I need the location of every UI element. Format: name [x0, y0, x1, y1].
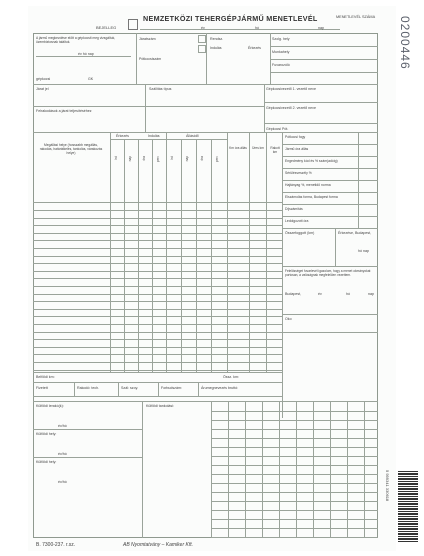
grid-row-line — [33, 233, 282, 234]
sign-ev: év — [318, 292, 322, 296]
grid-subcolumn-label: nap — [185, 156, 189, 162]
form-title: NEMZETKÖZI TEHERGÉPJÁRMŰ MENETLEVÉL — [143, 14, 318, 23]
side-panel-label: Ledolgozott óra — [285, 219, 309, 223]
right-grid-line — [211, 483, 378, 484]
evho-1: év/hó — [58, 424, 67, 428]
grid-row-line — [33, 362, 282, 363]
right-grid-col — [330, 401, 331, 538]
kulfoldi3-label: Külföldi hely: — [36, 432, 57, 436]
issued-box[interactable] — [128, 19, 138, 30]
km-ora-col: Km óra állás — [229, 146, 247, 150]
right-grid-col — [245, 401, 246, 538]
grid-subcolumn-label: perc — [215, 156, 219, 163]
side-panel-label: Sérülésveszély % — [285, 171, 312, 175]
arumegnev-label: Árumegnevezés bruttó: — [201, 386, 239, 390]
grid-row-line — [33, 316, 282, 317]
right-grid-line — [211, 501, 378, 502]
driver1-label: Gépkocsivezető 1. vezető neve — [266, 87, 316, 91]
side-panel-line — [282, 228, 378, 229]
right-grid-line — [211, 492, 378, 493]
grid-row-line — [33, 309, 282, 310]
header-ho: hó — [255, 26, 259, 30]
gepkocsi-label: gépkocsi — [36, 77, 51, 81]
jarat-jel-label: Járat jel — [36, 87, 49, 91]
side-panel-line — [282, 144, 378, 145]
side-panel-divider — [358, 132, 359, 228]
barcode-number: 5 999341 330618 — [385, 470, 390, 502]
erkezes-label: Érkezés — [248, 46, 261, 50]
grid-row-line — [33, 240, 282, 241]
right-grid-line — [211, 510, 378, 511]
rendszam-label: Rendsz. — [210, 37, 224, 41]
jaratszam-label: Járatszám — [139, 37, 156, 41]
grid-row-line — [33, 278, 282, 279]
right-grid-line — [211, 447, 378, 448]
top-date: év hó nap — [78, 52, 94, 56]
header-ev: év — [201, 26, 205, 30]
ossz-km-label: Össz. km: — [223, 375, 239, 379]
grid-row-line — [33, 248, 282, 249]
side-panel-label: Pótkocsi fogy — [285, 135, 306, 139]
right-grid-col — [313, 401, 314, 538]
grid-subcolumn-label: óra — [142, 156, 146, 161]
side-panel-line — [282, 180, 378, 181]
fizetett-label: Fizetett — [36, 386, 48, 390]
grid-row-line — [33, 301, 282, 302]
indulas-label: Indulás — [210, 46, 222, 50]
grid-row-line — [33, 218, 282, 219]
oko-label: Oko — [285, 317, 292, 321]
side-panel-label: Elszámolás forma, Budapest forma — [285, 195, 338, 199]
side-panel-line — [282, 216, 378, 217]
gk-label: GK — [88, 77, 94, 81]
side-panel-label: Engedmény kód és % szám(adóig) — [285, 159, 338, 163]
printer-name: AB Nyomtatvány – Kamiker Kft. — [123, 542, 194, 548]
szallitas-label: Szállítás típus — [149, 87, 172, 91]
side-panel-line — [282, 192, 378, 193]
right-grid-line — [211, 537, 378, 538]
grid-row-line — [33, 339, 282, 340]
form-sheet — [28, 6, 396, 551]
megallo-header: Megállási helye (hosszabb megállás, rakodás, határátkelés, tankolás, várakozás helye) — [39, 143, 103, 155]
szolg-hely-label: Szolg. hely — [272, 37, 290, 41]
sheet-number-label: MENETLEVÉL SZÁMA — [336, 15, 376, 19]
right-grid-line — [211, 519, 378, 520]
sign-nap: nap — [368, 292, 374, 296]
form-number: B. 7300-237. r.sz. — [36, 542, 76, 548]
grid-row-line — [33, 210, 282, 211]
erkezes-bp-label: Érkezése, Budapest, — [338, 231, 372, 235]
side-panel-line — [282, 168, 378, 169]
grid-subcolumn-label: hó — [170, 156, 174, 160]
evho-2: év/hó — [58, 452, 67, 456]
grid-row-line — [33, 294, 282, 295]
grid-subcolumn-label: perc — [156, 156, 160, 163]
issued-label: BEJELLEG — [96, 25, 117, 30]
indulas-col: Indulás — [148, 134, 160, 138]
munkahely-label: Munkahely — [272, 50, 290, 54]
fuvarozo-label: Fuvarozóló — [272, 63, 290, 67]
grid-row-line — [33, 225, 282, 226]
right-grid-col — [364, 401, 365, 538]
gk-pot-label: Gépkocsi Pót. — [266, 127, 289, 131]
grid-subcolumn-label: nap — [128, 156, 132, 162]
side-panel-label: Jármű óra állás — [285, 147, 309, 151]
right-grid-line — [211, 465, 378, 466]
right-grid-line — [211, 411, 378, 412]
box-1[interactable] — [198, 35, 206, 43]
osszfogy-label: Összefoggott (km) — [285, 231, 315, 235]
grid-row-line — [33, 271, 282, 272]
sign-ho: hó — [346, 292, 350, 296]
box-2[interactable] — [198, 45, 206, 53]
barcode-icon — [398, 470, 418, 542]
ures-col: Üres km — [252, 146, 264, 150]
grid-row-line — [33, 354, 282, 355]
rakott-col: Rakott km — [270, 146, 280, 154]
header-nap: nap — [318, 26, 324, 30]
side-panel-line — [282, 204, 378, 205]
szall-label: Szál: szoy. — [121, 386, 139, 390]
potkocsi-label: Pótkocsiszám — [139, 57, 162, 61]
grid-row-line — [33, 370, 282, 371]
felrakodas-label: Felrakodások a járat teljesítéséhez — [36, 109, 92, 113]
right-grid-col — [262, 401, 263, 538]
grid-row-line — [33, 286, 282, 287]
erkezes-col: Érkezés — [116, 134, 129, 138]
side-panel-line — [282, 156, 378, 157]
right-grid-line — [211, 438, 378, 439]
kulfoldi1-label: Külföldi lerakó(k): — [36, 404, 64, 408]
kulfoldi2-label: Külföldi tankolási: — [146, 404, 174, 408]
grid-row-line — [33, 347, 282, 348]
grid-row-line — [33, 263, 282, 264]
forbud-label: Forbudszám: — [161, 386, 182, 390]
grid-row-line — [33, 332, 282, 333]
right-grid-col — [347, 401, 348, 538]
rakodo-label: Rakodó: tech. — [77, 386, 100, 390]
driver2-label: Gépkocsivezető 2. vezető neve — [266, 106, 316, 110]
belfoldi-label: Belföldi km: — [36, 375, 55, 379]
grid-subcolumn-label: óra — [200, 156, 204, 161]
right-grid-line — [211, 456, 378, 457]
right-grid-line — [211, 474, 378, 475]
right-grid-line — [211, 420, 378, 421]
side-panel-label: Díjszámítás — [285, 207, 303, 211]
allasido-col: Állásidő — [186, 134, 199, 138]
right-grid-line — [211, 528, 378, 529]
erkezes-honap: hó nap — [358, 249, 369, 253]
grid-row-line — [33, 324, 282, 325]
kulfoldi4-label: Külföldi hely: — [36, 460, 57, 464]
side-panel-label: Hajtányag %, menetidő norma — [285, 183, 331, 187]
grid-subcolumn-label: hó — [114, 156, 118, 160]
felelos-note: Felelősséget fuvarlevél igazolom, hogy a menet okmányokat portosan, a valóságnak megfelelően vezettem. — [285, 269, 371, 277]
right-grid-col — [296, 401, 297, 538]
right-grid-col — [228, 401, 229, 538]
serial-number: 0200446 — [398, 16, 412, 70]
bp-label: Budapest, — [285, 292, 302, 296]
owner-note: A jármű megkezdése előtt a gépkocsit meg vizsgáltuk, üzembiztosnak találtuk. — [36, 36, 116, 44]
evho-3: év/hó — [58, 480, 67, 484]
grid-row-line — [33, 256, 282, 257]
right-grid-line — [211, 429, 378, 430]
right-grid-col — [279, 401, 280, 538]
